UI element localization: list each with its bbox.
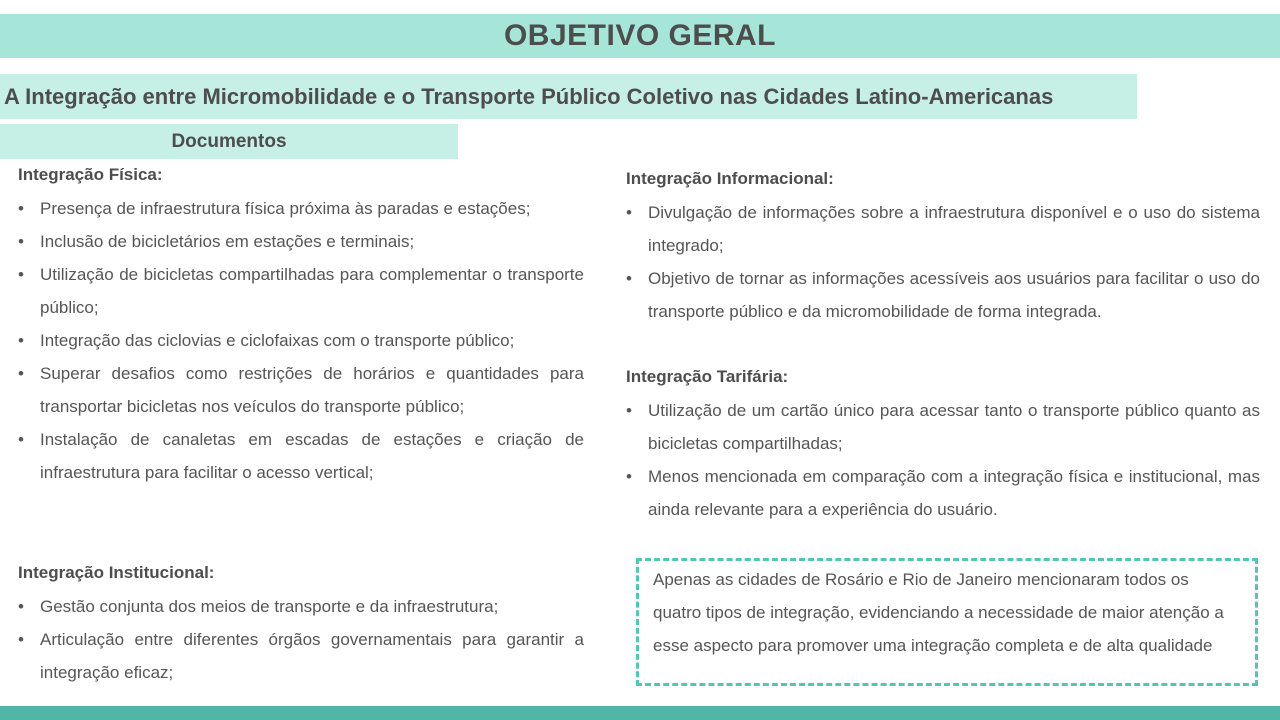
section-title: Integração Física: — [18, 165, 163, 184]
section-title: Integração Institucional: — [18, 563, 215, 582]
bullet-icon: • — [626, 401, 632, 420]
bullet-icon: • — [18, 630, 24, 649]
conclusion-note-box — [636, 558, 1258, 686]
conclusion-note-text: Apenas as cidades de Rosário e Rio de Janeiro mencionaram todos os quatro tipos de integração, evidenciando a necessidade de maior atenção a esse aspecto para promover uma integração completa e de alta qualidade — [653, 570, 1224, 655]
list-item: • Menos mencionada em comparação com a integração física e institucional, mas ainda relevante para a experiência do usuário. — [626, 460, 1260, 526]
list-item: • Integração das ciclovias e ciclofaixas com o transporte público; — [18, 324, 584, 357]
list-item: • Objetivo de tornar as informações acessíveis aos usuários para facilitar o uso do transporte público e da micromobilidade de forma integrada. — [626, 262, 1260, 328]
bullet-list — [626, 394, 1260, 526]
bullet-icon: • — [18, 364, 24, 383]
bullet-icon: • — [18, 331, 24, 350]
bullet-icon: • — [18, 265, 24, 284]
section-title: Integração Tarifária: — [626, 367, 789, 386]
bullet-icon: • — [18, 232, 24, 251]
list-item: • Inclusão de bicicletários em estações e terminais; — [18, 225, 584, 258]
footer-bar — [0, 706, 1280, 720]
bullet-list — [18, 590, 584, 689]
bullet-icon: • — [626, 203, 632, 222]
bullet-icon: • — [18, 430, 24, 449]
list-item: • Superar desafios como restrições de horários e quantidades para transportar bicicletas nos veículos do transporte público; — [18, 357, 584, 423]
subtitle-banner — [0, 74, 1137, 119]
section-integracao-tarifaria — [626, 364, 1260, 526]
documents-label: Documentos — [171, 130, 287, 152]
list-item: • Utilização de um cartão único para acessar tanto o transporte público quanto as bicicletas compartilhadas; — [626, 394, 1260, 460]
documents-banner — [0, 124, 458, 159]
list-item: • Utilização de bicicletas compartilhadas para complementar o transporte público; — [18, 258, 584, 324]
section-integracao-institucional — [18, 560, 584, 689]
bullet-icon: • — [626, 467, 632, 486]
list-item: • Instalação de canaletas em escadas de estações e criação de infraestrutura para facilitar o acesso vertical; — [18, 423, 584, 489]
list-item: • Gestão conjunta dos meios de transporte e da infraestrutura; — [18, 590, 584, 623]
list-item: • Divulgação de informações sobre a infraestrutura disponível e o uso do sistema integrado; — [626, 196, 1260, 262]
page-title: OBJETIVO GERAL — [503, 19, 777, 52]
section-integracao-fisica — [18, 162, 584, 489]
section-integracao-informacional — [626, 166, 1260, 328]
bullet-icon: • — [18, 199, 24, 218]
bullet-icon: • — [626, 269, 632, 288]
section-title: Integração Informacional: — [626, 169, 834, 188]
list-item: • Articulação entre diferentes órgãos governamentais para garantir a integração eficaz; — [18, 623, 584, 689]
bullet-icon: • — [18, 597, 24, 616]
title-banner — [0, 14, 1280, 58]
bullet-list — [626, 196, 1260, 328]
list-item: • Presença de infraestrutura física próxima às paradas e estações; — [18, 192, 584, 225]
bullet-list — [18, 192, 584, 489]
page-subtitle: A Integração entre Micromobilidade e o Transporte Público Coletivo nas Cidades Latino-Americanas — [4, 83, 1054, 109]
